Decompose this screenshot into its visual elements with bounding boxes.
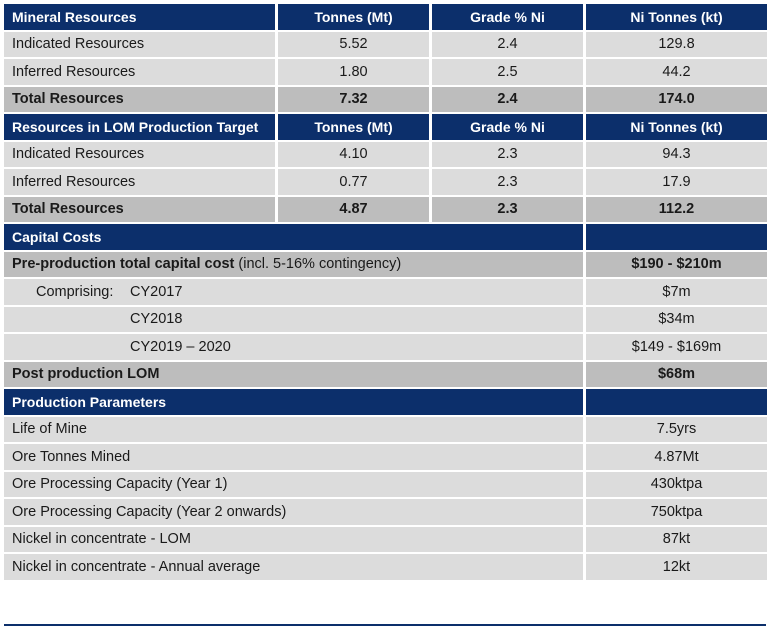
grade-cell: 2.5 [432,59,583,85]
header-cell-empty [586,389,767,415]
row-label [4,252,583,278]
value-cell: 750ktpa [586,499,767,525]
ni-tonnes-cell: 94.3 [586,142,767,168]
label-bold: Pre-production total capital cost [12,256,235,273]
value-cell: $149 - $169m [586,334,767,360]
value-cell: $34m [586,307,767,333]
value-cell: 12kt [586,554,767,580]
table-row [4,32,767,58]
production-parameters-header [4,389,767,415]
table-row [4,169,767,195]
ni-tonnes-cell: 129.8 [586,32,767,58]
row-label: Indicated Resources [4,142,275,168]
table-row [4,59,767,85]
capital-costs-header [4,224,767,250]
table-row [4,417,767,443]
table-row [4,527,767,553]
project-summary-table [1,2,770,582]
ni-tonnes-cell: 112.2 [586,197,767,223]
value-cell: 87kt [586,527,767,553]
mineral-resources-header [4,4,767,30]
grade-cell: 2.4 [432,32,583,58]
row-label: Inferred Resources [4,59,275,85]
grade-cell: 2.4 [432,87,583,113]
row-label: Total Resources [4,87,275,113]
tonnes-cell: 1.80 [278,59,429,85]
section-title: Capital Costs [4,224,583,250]
comprising-label: Comprising: [36,283,114,300]
table-row [4,279,767,305]
value-cell: $7m [586,279,767,305]
label-note: (incl. 5-16% contingency) [234,256,402,273]
value-cell: $68m [586,362,767,388]
table-row [4,554,767,580]
table-row [4,444,767,470]
grade-cell: 2.3 [432,142,583,168]
row-label: Ore Processing Capacity (Year 1) [4,472,583,498]
header-cell: Mineral Resources [4,4,275,30]
value-cell: 4.87Mt [586,444,767,470]
tonnes-cell: 4.87 [278,197,429,223]
row-label: Nickel in concentrate - LOM [4,527,583,553]
row-label: Total Resources [4,197,275,223]
value-cell: 7.5yrs [586,417,767,443]
year-label: CY2019 – 2020 [4,334,583,360]
header-cell: Tonnes (Mt) [278,4,429,30]
row-label [4,279,583,305]
header-cell-empty [586,224,767,250]
row-label: Ore Tonnes Mined [4,444,583,470]
post-production-row [4,362,767,388]
preproduction-row [4,252,767,278]
header-cell: Resources in LOM Production Target [4,114,275,140]
tonnes-cell: 0.77 [278,169,429,195]
year-label: CY2017 [130,283,183,300]
row-label: Ore Processing Capacity (Year 2 onwards) [4,499,583,525]
header-cell: Ni Tonnes (kt) [586,4,767,30]
header-cell: Tonnes (Mt) [278,114,429,140]
header-cell: Ni Tonnes (kt) [586,114,767,140]
bottom-rule [4,624,766,626]
row-label: Post production LOM [4,362,583,388]
header-cell: Grade % Ni [432,114,583,140]
tonnes-cell: 4.10 [278,142,429,168]
total-row [4,197,767,223]
table-row [4,472,767,498]
table-row [4,499,767,525]
row-label: Nickel in concentrate - Annual average [4,554,583,580]
section-title: Production Parameters [4,389,583,415]
table-row [4,334,767,360]
ni-tonnes-cell: 44.2 [586,59,767,85]
tonnes-cell: 5.52 [278,32,429,58]
value-cell: $190 - $210m [586,252,767,278]
year-label: CY2018 [4,307,583,333]
value-cell: 430ktpa [586,472,767,498]
row-label: Life of Mine [4,417,583,443]
row-label: Inferred Resources [4,169,275,195]
header-cell: Grade % Ni [432,4,583,30]
row-label: Indicated Resources [4,32,275,58]
lom-resources-header [4,114,767,140]
grade-cell: 2.3 [432,197,583,223]
table-row [4,307,767,333]
total-row [4,87,767,113]
tonnes-cell: 7.32 [278,87,429,113]
grade-cell: 2.3 [432,169,583,195]
ni-tonnes-cell: 17.9 [586,169,767,195]
ni-tonnes-cell: 174.0 [586,87,767,113]
table-row [4,142,767,168]
